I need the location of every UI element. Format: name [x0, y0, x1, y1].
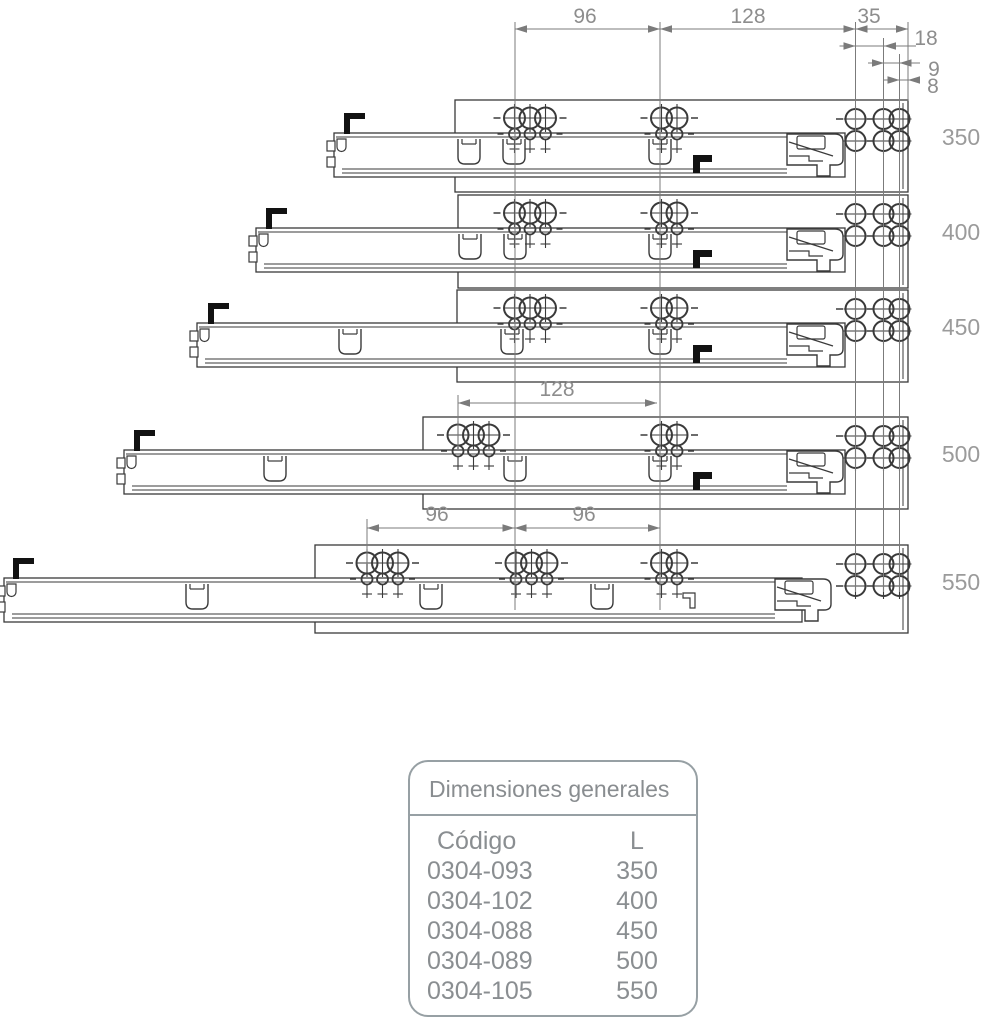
dimension-arrow — [648, 524, 660, 532]
dimension-arrow — [648, 25, 660, 33]
table-row — [410, 946, 696, 976]
dimension-label: 8 — [927, 75, 939, 98]
rail-length-label: 500 — [941, 441, 981, 467]
clip — [264, 456, 286, 481]
drawer-member — [124, 450, 845, 494]
rail-350 — [327, 100, 980, 192]
dimensions-table-panel — [408, 760, 698, 1017]
table-header-row — [410, 826, 696, 856]
rail-length-label: 400 — [941, 219, 981, 245]
length-cell: 400 — [616, 887, 658, 915]
dimension-arrow — [515, 524, 527, 532]
dimension-label: 96 — [425, 503, 449, 526]
latch-window — [797, 453, 825, 466]
front-notch — [327, 141, 335, 151]
rail-length-label: 450 — [941, 314, 981, 340]
front-hook — [266, 208, 287, 229]
dimension-arrow — [844, 42, 856, 50]
length-cell: 450 — [616, 917, 658, 945]
front-tab — [127, 456, 136, 469]
clip — [458, 139, 480, 164]
table-title: Dimensiones generales — [410, 762, 696, 816]
dimension-arrow — [896, 25, 908, 33]
front-notch — [190, 331, 198, 341]
dimension-arrow — [872, 59, 884, 67]
front-tab — [337, 139, 346, 152]
dimension-arrow — [367, 524, 379, 532]
front-notch — [117, 458, 125, 468]
dimension-arrow — [503, 524, 515, 532]
rail-400 — [249, 195, 980, 288]
length-cell: 550 — [616, 977, 658, 1005]
table-row — [410, 916, 696, 946]
clip — [339, 329, 361, 354]
dimension-label: 96 — [572, 503, 596, 526]
dimension-arrow — [660, 25, 672, 33]
drawer-member — [4, 578, 802, 622]
clip — [501, 329, 523, 354]
dimension-arrow — [458, 399, 470, 407]
drawer-member — [256, 228, 845, 272]
table-row — [410, 886, 696, 916]
dimension-arrow — [908, 76, 920, 84]
dimension-128 — [660, 5, 856, 33]
dimension-arrow — [884, 42, 896, 50]
code-cell: 0304-105 — [427, 977, 533, 1005]
dimension-18 — [840, 27, 938, 50]
dimension-label: 128 — [539, 378, 575, 401]
front-notch — [249, 236, 257, 246]
latch-window — [797, 231, 825, 244]
table-row — [410, 856, 696, 886]
table-body — [410, 816, 696, 1006]
front-notch — [117, 474, 125, 484]
code-cell: 0304-093 — [427, 857, 533, 885]
code-cell: 0304-088 — [427, 917, 533, 945]
front-tab — [200, 329, 209, 342]
table-row — [410, 976, 696, 1006]
dimension-label: 96 — [573, 5, 597, 28]
code-cell: 0304-102 — [427, 887, 533, 915]
front-notch — [327, 157, 335, 167]
rail-length-label: 550 — [941, 569, 981, 595]
dimension-arrow — [515, 25, 527, 33]
dimension-8 — [884, 75, 939, 98]
rail-550 — [0, 545, 980, 633]
dimension-label: 35 — [857, 5, 881, 28]
front-notch — [190, 347, 198, 357]
dimension-96 — [515, 5, 660, 33]
dimension-arrow — [645, 399, 657, 407]
dimension-label: 9 — [928, 58, 940, 81]
rail-length-label: 350 — [941, 124, 981, 150]
code-cell: 0304-089 — [427, 947, 533, 975]
clip — [459, 234, 481, 259]
code-column-header: Código — [437, 827, 517, 855]
front-tab — [7, 584, 16, 597]
length-cell: 500 — [616, 947, 658, 975]
front-notch — [249, 252, 257, 262]
table-rows — [410, 856, 696, 1006]
clip — [186, 584, 208, 609]
dimension-arrow — [900, 59, 912, 67]
drawer-member — [334, 133, 845, 177]
dimension-label: 128 — [730, 5, 766, 28]
dimension-arrow — [844, 25, 856, 33]
front-tab — [259, 234, 268, 247]
rail-500 — [117, 417, 980, 509]
clip — [591, 584, 613, 609]
front-hook — [134, 430, 155, 451]
front-notch — [0, 586, 5, 596]
clip — [420, 584, 442, 609]
dimension-arrow — [888, 76, 900, 84]
dimension-35 — [856, 5, 909, 33]
length-column-header: L — [630, 827, 644, 855]
latch-window — [797, 326, 825, 339]
front-hook — [208, 303, 229, 324]
front-hook — [344, 113, 365, 134]
front-notch — [0, 602, 5, 612]
length-cell: 350 — [616, 857, 658, 885]
rail-450 — [190, 290, 980, 382]
front-hook — [13, 558, 34, 579]
latch-window — [785, 581, 813, 594]
dimension-label: 18 — [914, 27, 938, 50]
latch-window — [797, 136, 825, 149]
